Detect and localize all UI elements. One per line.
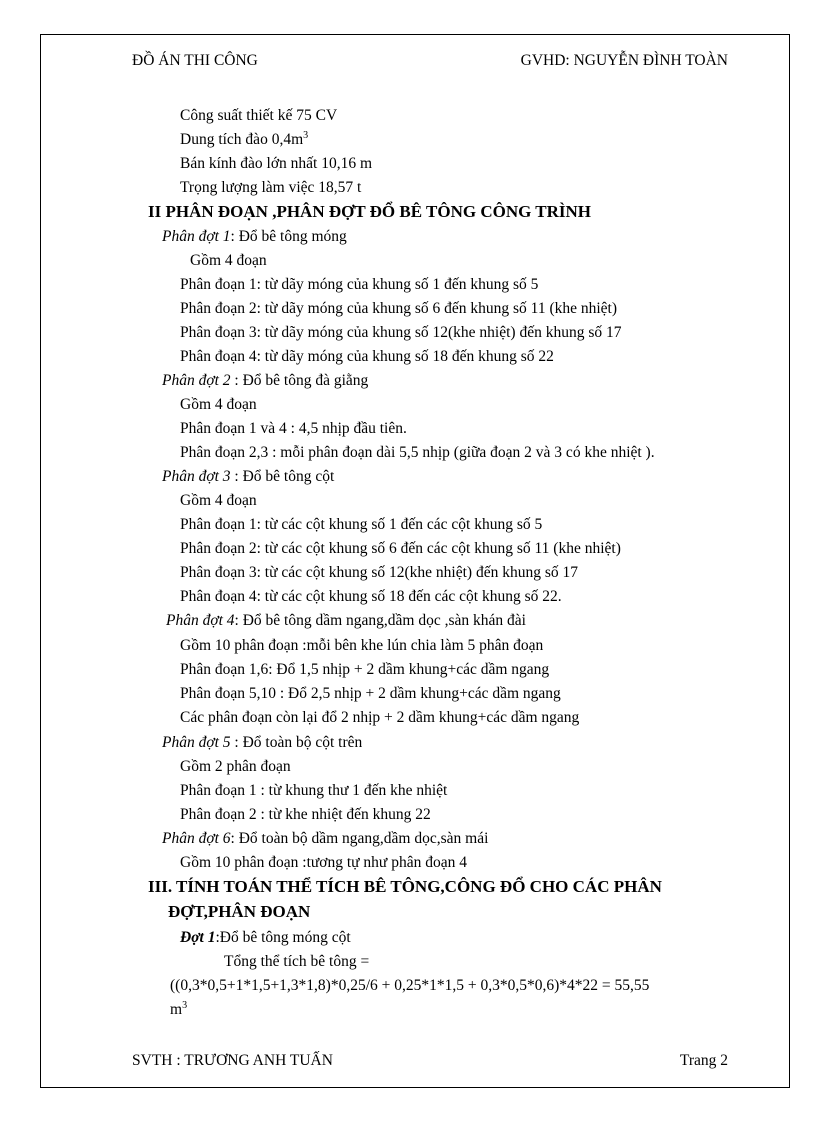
spec-weight: Trọng lượng làm việc 18,57 t [180,179,362,196]
dot3-count: Gồm 4 đoạn [180,492,257,509]
dot6-heading: Phân đợt 6: Đổ toàn bộ dầm ngang,dầm dọc,sàn mái [162,830,489,847]
list-item: Phân đoạn 1: từ dãy móng của khung số 1 đến khung số 5 [180,276,539,293]
list-item: Phân đoạn 2 : từ khe nhiệt đến khung 22 [180,806,431,823]
page-number: Trang 2 [679,1052,728,1069]
header-right: GVHD: NGUYỄN ĐÌNH TOÀN [520,52,728,69]
dot1-heading: Phân đợt 1: Đổ bê tông móng [162,228,347,245]
dot2-heading: Phân đợt 2 : Đổ bê tông đà giằng [162,372,369,389]
section2-title: II PHÂN ĐOẠN ,PHÂN ĐỢT ĐỔ BÊ TÔNG CÔNG TRÌNH [148,202,591,221]
header-left: ĐỒ ÁN THI CÔNG [132,52,258,69]
spec-radius: Bán kính đào lớn nhất 10,16 m [180,155,373,172]
dot1-volume-heading: Đợt 1:Đổ bê tông móng cột [180,929,351,946]
dot3-heading: Phân đợt 3 : Đổ bê tông cột [162,468,335,485]
volume-unit: $m^3$ [170,999,188,1018]
section3-title-line2: ĐỢT,PHÂN ĐOẠN [168,902,311,921]
list-item: Phân đoạn 2,3 : mỗi phân đoạn dài 5,5 nhịp (giữa đoạn 2 và 3 có khe nhiệt ). [180,444,655,461]
list-item: Phân đoạn 2: từ dãy móng của khung số 6 đến khung số 11 (khe nhiệt) [180,300,618,317]
volume-formula: ((0,3*0,5+1*1,5+1,3*1,8)*0,25/6 + 0,25*1*1,5 + 0,3*0,5*0,6)*4*22 = 55,55 [170,977,650,994]
list-item: Phân đoạn 1 và 4 : 4,5 nhịp đầu tiên. [180,420,407,437]
section3-title-line1: III. TÍNH TOÁN THỂ TÍCH BÊ TÔNG,CÔNG ĐỔ CHO CÁC PHÂN [148,877,662,896]
list-item: Phân đoạn 3: từ dãy móng của khung số 12(khe nhiệt) đến khung số 17 [180,324,622,341]
dot6-count: Gồm 10 phân đoạn :tương tự như phân đoạn 4 [180,854,467,871]
list-item: Phân đoạn 1: từ các cột khung số 1 đến các cột khung số 5 [180,516,543,533]
list-item: Phân đoạn 5,10 : Đổ 2,5 nhịp + 2 dầm khung+các dầm ngang [180,685,561,702]
dot4-heading: Phân đợt 4: Đổ bê tông dầm ngang,dầm dọc ,sàn khán đài [166,612,526,629]
list-item: Các phân đoạn còn lại đổ 2 nhịp + 2 dầm khung+các dầm ngang [180,709,580,726]
list-item: Phân đoạn 1,6: Đổ 1,5 nhịp + 2 dầm khung+các dầm ngang [180,661,550,678]
dot5-heading: Phân đợt 5 : Đổ toàn bộ cột trên [162,734,363,751]
footer-left: SVTH : TRƯƠNG ANH TUẤN [132,1052,333,1069]
dot4-count: Gồm 10 phân đoạn :mỗi bên khe lún chia làm 5 phân đoạn [180,637,544,654]
dot5-count: Gồm 2 phân đoạn [180,758,291,775]
list-item: Phân đoạn 1 : từ khung thư 1 đến khe nhiệt [180,782,448,799]
list-item: Phân đoạn 4: từ dãy móng của khung số 18 đến khung số 22 [180,348,554,365]
dot2-count: Gồm 4 đoạn [180,396,257,413]
spec-power: Công suất thiết kế 75 CV [180,107,338,124]
list-item: Phân đoạn 4: từ các cột khung số 18 đến các cột khung số 22. [180,588,562,605]
list-item: Phân đoạn 2: từ các cột khung số 6 đến các cột khung số 11 (khe nhiệt) [180,540,621,557]
page-border [40,34,790,1088]
list-item: Phân đoạn 3: từ các cột khung số 12(khe nhiệt) đến khung số 17 [180,564,578,581]
volume-label: Tổng thể tích bê tông = [224,953,370,970]
dot1-count: Gồm 4 đoạn [190,252,267,269]
spec-capacity: Dung tích đào $0,4m^3$ [180,129,309,148]
